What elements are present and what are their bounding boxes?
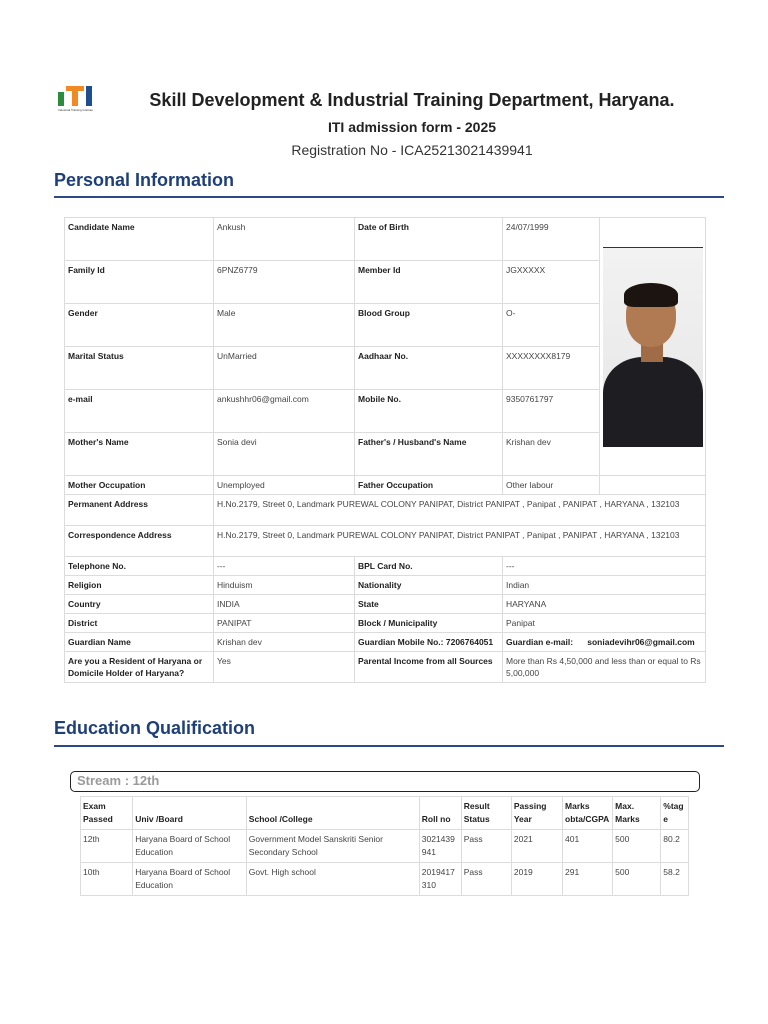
member-id-label: Member Id [355,261,503,304]
cell-max: 500 [613,863,661,896]
col-result: Result Status [461,797,511,830]
cell-result: Pass [461,830,511,863]
gender-label: Gender [65,304,214,347]
family-id-value: 6PNZ6779 [214,261,355,304]
religion-label: Religion [65,576,214,595]
income-label: Parental Income from all Sources [355,652,503,683]
cell-marks: 401 [563,830,613,863]
email-label: e-mail [65,390,214,433]
marital-status-value: UnMarried [214,347,355,390]
col-school: School /College [246,797,419,830]
district-label: District [65,614,214,633]
resident-label: Are you a Resident of Haryana or Domicile Holder of Haryana? [65,652,214,683]
marital-status-label: Marital Status [65,347,214,390]
registration-number: Registration No - ICA25213021439941 [291,142,533,158]
correspondence-address-value: H.No.2179, Street 0, Landmark PUREWAL COLONY PANIPAT, District PANIPAT , Panipat , PANIPAT , HARYANA , 132103 [214,526,706,557]
education-divider [54,745,724,747]
guardian-email-label: Guardian e-mail: [506,637,574,647]
col-percentage: %tag e [661,797,689,830]
guardian-email [503,633,706,652]
blood-group-label: Blood Group [355,304,503,347]
guardian-name-label: Guardian Name [65,633,214,652]
candidate-photo [603,247,703,447]
aadhaar-label: Aadhaar No. [355,347,503,390]
blood-group-value: O- [503,304,600,347]
table-row [81,830,689,863]
correspondence-address-label: Correspondence Address [65,526,214,557]
logo-caption: Industrial Training Institute [58,108,94,112]
education-table [80,796,689,896]
country-label: Country [65,595,214,614]
mother-occupation-value: Unemployed [214,476,355,495]
block-value: Panipat [503,614,706,633]
dob-value: 24/07/1999 [503,218,600,261]
father-occupation-value: Other labour [503,476,600,495]
father-name-value: Krishan dev [503,433,600,476]
cell-max: 500 [613,830,661,863]
member-id-value: JGXXXXX [503,261,600,304]
cell-roll: 3021439941 [419,830,461,863]
table-row [81,863,689,896]
income-value: More than Rs 4,50,000 and less than or equal to Rs 5,00,000 [503,652,706,683]
personal-info-divider [54,196,724,198]
col-board: Univ /Board [133,797,247,830]
table-row [65,476,706,495]
email-value: ankushhr06@gmail.com [214,390,355,433]
nationality-label: Nationality [355,576,503,595]
candidate-name-value: Ankush [214,218,355,261]
father-occupation-label: Father Occupation [355,476,503,495]
form-title: ITI admission form - 2025 [327,119,497,135]
dob-label: Date of Birth [355,218,503,261]
mother-name-value: Sonia devi [214,433,355,476]
personal-info-table [64,217,706,683]
department-title: Skill Development & Industrial Training Department, Haryana. [149,90,675,110]
bpl-label: BPL Card No. [355,557,503,576]
resident-value: Yes [214,652,355,683]
table-row [65,495,706,526]
guardian-email-value: soniadevihr06@gmail.com [587,637,695,647]
cell-percent: 80.2 [661,830,689,863]
table-row [65,576,706,595]
col-roll-no: Roll no [419,797,461,830]
cell-exam: 12th [81,830,133,863]
personal-info-heading: Personal Information [54,170,235,190]
aadhaar-value: XXXXXXXX8179 [503,347,600,390]
table-row [65,557,706,576]
cell-year: 2021 [511,830,562,863]
gender-value: Male [214,304,355,347]
guardian-mobile-label: Guardian Mobile No.: [358,637,444,647]
religion-value: Hinduism [214,576,355,595]
permanent-address-value: H.No.2179, Street 0, Landmark PUREWAL COLONY PANIPAT, District PANIPAT , Panipat , PANIPAT , HARYANA , 132103 [214,495,706,526]
table-row [65,595,706,614]
country-value: INDIA [214,595,355,614]
mobile-value: 9350761797 [503,390,600,433]
state-value: HARYANA [503,595,706,614]
family-id-label: Family Id [65,261,214,304]
mother-occupation-label: Mother Occupation [65,476,214,495]
nationality-value: Indian [503,576,706,595]
father-name-label: Father's / Husband's Name [355,433,503,476]
table-row [65,652,706,683]
stream-label: Stream : 12th [70,771,700,792]
cell-exam: 10th [81,863,133,896]
cell-roll: 2019417310 [419,863,461,896]
state-label: State [355,595,503,614]
col-passing-year: Passing Year [511,797,562,830]
photo-cell [600,218,706,476]
empty-cell [600,476,706,495]
guardian-mobile-value: 7206764051 [445,637,494,647]
col-exam-passed: Exam Passed [81,797,133,830]
guardian-name-value: Krishan dev [214,633,355,652]
bpl-value: --- [503,557,706,576]
cell-school: Govt. High school [246,863,419,896]
district-value: PANIPAT [214,614,355,633]
col-marks: Marks obta/CGPA [563,797,613,830]
cell-school: Government Model Sanskriti Senior Secondary School [246,830,419,863]
col-max-marks: Max. Marks [613,797,661,830]
telephone-label: Telephone No. [65,557,214,576]
education-header-row [81,797,689,830]
mother-name-label: Mother's Name [65,433,214,476]
education-heading: Education Qualification [54,718,256,738]
permanent-address-label: Permanent Address [65,495,214,526]
cell-result: Pass [461,863,511,896]
guardian-mobile [355,633,503,652]
table-row [65,633,706,652]
block-label: Block / Municipality [355,614,503,633]
mobile-label: Mobile No. [355,390,503,433]
table-row [65,526,706,557]
cell-board: Haryana Board of School Education [133,830,247,863]
cell-year: 2019 [511,863,562,896]
telephone-value: --- [214,557,355,576]
cell-marks: 291 [563,863,613,896]
table-row [65,218,706,261]
cell-board: Haryana Board of School Education [133,863,247,896]
candidate-name-label: Candidate Name [65,218,214,261]
cell-percent: 58.2 [661,863,689,896]
table-row [65,614,706,633]
